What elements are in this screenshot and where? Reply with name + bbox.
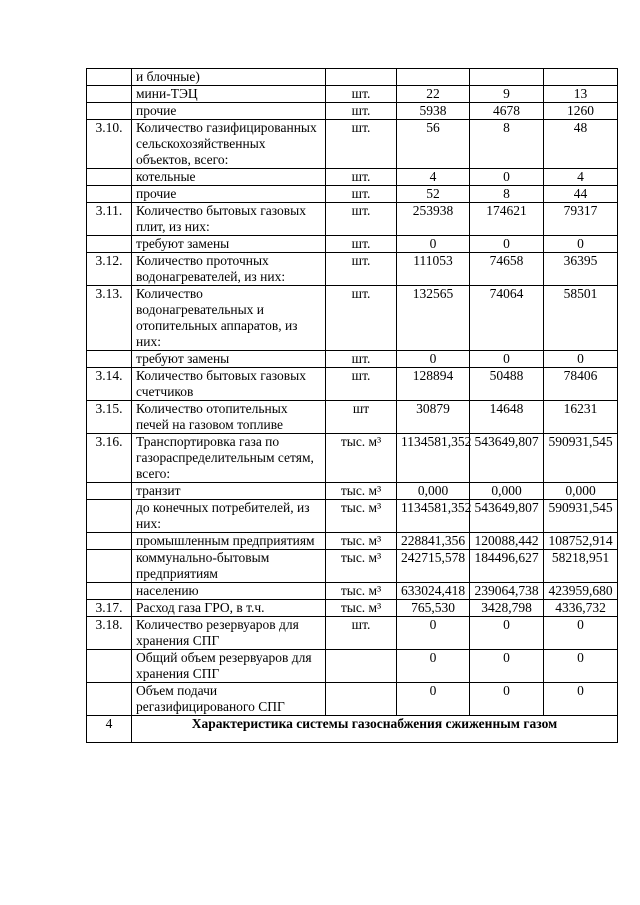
row-name: требуют замены bbox=[132, 351, 326, 368]
row-unit bbox=[326, 683, 397, 716]
value-2: 0 bbox=[470, 169, 544, 186]
row-unit bbox=[326, 650, 397, 683]
value-total: 765,530 bbox=[397, 600, 470, 617]
row-unit: шт. bbox=[326, 368, 397, 401]
table-row bbox=[87, 86, 618, 103]
row-unit bbox=[326, 69, 397, 86]
row-unit: тыс. м³ bbox=[326, 533, 397, 550]
value-2: 0 bbox=[470, 650, 544, 683]
row-name: Количество отопительных печей на газовом топливе bbox=[132, 401, 326, 434]
value-2: 0 bbox=[470, 683, 544, 716]
value-total: 253938 bbox=[397, 203, 470, 236]
row-name: Количество бытовых газовых счетчиков bbox=[132, 368, 326, 401]
row-unit: шт. bbox=[326, 236, 397, 253]
row-number: 3.11. bbox=[87, 203, 132, 236]
table-row bbox=[87, 683, 618, 716]
row-unit: шт. bbox=[326, 351, 397, 368]
row-name: коммунально-бытовым предприятиям bbox=[132, 550, 326, 583]
row-number bbox=[87, 169, 132, 186]
row-name: мини-ТЭЦ bbox=[132, 86, 326, 103]
value-2: 74658 bbox=[470, 253, 544, 286]
section-row bbox=[87, 716, 618, 743]
value-3: 44 bbox=[544, 186, 618, 203]
value-2 bbox=[470, 69, 544, 86]
table-row bbox=[87, 650, 618, 683]
row-number bbox=[87, 583, 132, 600]
value-total: 52 bbox=[397, 186, 470, 203]
row-unit: тыс. м³ bbox=[326, 583, 397, 600]
row-unit: тыс. м³ bbox=[326, 550, 397, 583]
value-3: 423959,680 bbox=[544, 583, 618, 600]
table-row bbox=[87, 401, 618, 434]
row-number: 3.15. bbox=[87, 401, 132, 434]
row-name: котельные bbox=[132, 169, 326, 186]
row-unit: шт. bbox=[326, 253, 397, 286]
value-2: 74064 bbox=[470, 286, 544, 351]
row-unit: тыс. м³ bbox=[326, 483, 397, 500]
table-row bbox=[87, 583, 618, 600]
row-name: Количество газифицированных сельскохозяйственных объектов, всего: bbox=[132, 120, 326, 169]
table-row bbox=[87, 533, 618, 550]
value-3: 13 bbox=[544, 86, 618, 103]
row-name: Количество проточных водонагревателей, из них: bbox=[132, 253, 326, 286]
value-2: 543649,807 bbox=[470, 500, 544, 533]
row-name: промышленным предприятиям bbox=[132, 533, 326, 550]
row-number bbox=[87, 86, 132, 103]
table-row bbox=[87, 236, 618, 253]
table-row bbox=[87, 351, 618, 368]
value-total: 22 bbox=[397, 86, 470, 103]
row-number bbox=[87, 550, 132, 583]
row-number: 3.13. bbox=[87, 286, 132, 351]
row-unit: шт. bbox=[326, 286, 397, 351]
value-2: 543649,807 bbox=[470, 434, 544, 483]
row-unit: шт. bbox=[326, 203, 397, 236]
value-3: 78406 bbox=[544, 368, 618, 401]
value-total: 0 bbox=[397, 683, 470, 716]
value-total: 30879 bbox=[397, 401, 470, 434]
value-2: 4678 bbox=[470, 103, 544, 120]
value-total: 0 bbox=[397, 236, 470, 253]
value-3: 0 bbox=[544, 236, 618, 253]
value-2: 239064,738 bbox=[470, 583, 544, 600]
row-number: 3.14. bbox=[87, 368, 132, 401]
value-total bbox=[397, 69, 470, 86]
value-2: 184496,627 bbox=[470, 550, 544, 583]
row-unit: тыс. м³ bbox=[326, 600, 397, 617]
value-2: 120088,442 bbox=[470, 533, 544, 550]
value-3: 0 bbox=[544, 351, 618, 368]
row-name: Расход газа ГРО, в т.ч. bbox=[132, 600, 326, 617]
gas-statistics-table bbox=[86, 68, 618, 743]
row-name: прочие bbox=[132, 103, 326, 120]
table-row bbox=[87, 368, 618, 401]
value-2: 0 bbox=[470, 236, 544, 253]
value-3: 0 bbox=[544, 683, 618, 716]
row-name: Количество водонагревательных и отопительных аппаратов, из них: bbox=[132, 286, 326, 351]
row-number bbox=[87, 103, 132, 120]
row-number bbox=[87, 69, 132, 86]
row-number bbox=[87, 483, 132, 500]
row-number bbox=[87, 650, 132, 683]
table-row bbox=[87, 500, 618, 533]
value-total: 1134581,352 bbox=[397, 500, 470, 533]
value-3: 108752,914 bbox=[544, 533, 618, 550]
value-2: 8 bbox=[470, 186, 544, 203]
row-unit: шт. bbox=[326, 120, 397, 169]
table-row bbox=[87, 483, 618, 500]
value-3 bbox=[544, 69, 618, 86]
table-row bbox=[87, 103, 618, 120]
table-row bbox=[87, 69, 618, 86]
table-row bbox=[87, 203, 618, 236]
row-name: до конечных потребителей, из них: bbox=[132, 500, 326, 533]
row-name: населению bbox=[132, 583, 326, 600]
row-name: Количество резервуаров для хранения СПГ bbox=[132, 617, 326, 650]
value-total: 0,000 bbox=[397, 483, 470, 500]
row-unit: шт bbox=[326, 401, 397, 434]
value-3: 16231 bbox=[544, 401, 618, 434]
value-total: 1134581,352 bbox=[397, 434, 470, 483]
value-3: 48 bbox=[544, 120, 618, 169]
value-total: 242715,578 bbox=[397, 550, 470, 583]
row-unit: тыс. м³ bbox=[326, 434, 397, 483]
row-number bbox=[87, 186, 132, 203]
value-2: 3428,798 bbox=[470, 600, 544, 617]
table-row bbox=[87, 550, 618, 583]
row-unit: шт. bbox=[326, 169, 397, 186]
value-total: 56 bbox=[397, 120, 470, 169]
table-row bbox=[87, 286, 618, 351]
value-3: 58501 bbox=[544, 286, 618, 351]
row-name: транзит bbox=[132, 483, 326, 500]
value-2: 0 bbox=[470, 617, 544, 650]
row-number: 3.17. bbox=[87, 600, 132, 617]
row-unit: шт. bbox=[326, 186, 397, 203]
value-2: 9 bbox=[470, 86, 544, 103]
row-name: Количество бытовых газовых плит, из них: bbox=[132, 203, 326, 236]
value-3: 79317 bbox=[544, 203, 618, 236]
value-3: 0,000 bbox=[544, 483, 618, 500]
value-3: 590931,545 bbox=[544, 500, 618, 533]
value-2: 0 bbox=[470, 351, 544, 368]
value-total: 132565 bbox=[397, 286, 470, 351]
table-row bbox=[87, 600, 618, 617]
section-number: 4 bbox=[87, 716, 132, 743]
table-row bbox=[87, 120, 618, 169]
row-number bbox=[87, 683, 132, 716]
value-total: 5938 bbox=[397, 103, 470, 120]
row-name: Объем подачи регазифицированого СПГ bbox=[132, 683, 326, 716]
row-number bbox=[87, 533, 132, 550]
value-2: 50488 bbox=[470, 368, 544, 401]
row-number bbox=[87, 351, 132, 368]
value-3: 590931,545 bbox=[544, 434, 618, 483]
table-row bbox=[87, 617, 618, 650]
row-number: 3.12. bbox=[87, 253, 132, 286]
value-2: 8 bbox=[470, 120, 544, 169]
value-2: 14648 bbox=[470, 401, 544, 434]
value-total: 4 bbox=[397, 169, 470, 186]
row-number bbox=[87, 236, 132, 253]
value-2: 0,000 bbox=[470, 483, 544, 500]
row-name: и блочные) bbox=[132, 69, 326, 86]
value-3: 0 bbox=[544, 617, 618, 650]
value-total: 111053 bbox=[397, 253, 470, 286]
value-3: 58218,951 bbox=[544, 550, 618, 583]
value-2: 174621 bbox=[470, 203, 544, 236]
table-row bbox=[87, 253, 618, 286]
row-unit: шт. bbox=[326, 86, 397, 103]
value-3: 4336,732 bbox=[544, 600, 618, 617]
row-unit: шт. bbox=[326, 617, 397, 650]
value-3: 1260 bbox=[544, 103, 618, 120]
section-title: Характеристика системы газоснабжения сжиженным газом bbox=[132, 716, 618, 743]
value-total: 0 bbox=[397, 650, 470, 683]
value-3: 4 bbox=[544, 169, 618, 186]
row-name: Транспортировка газа по газораспределительным сетям, всего: bbox=[132, 434, 326, 483]
table-row bbox=[87, 169, 618, 186]
value-total: 228841,356 bbox=[397, 533, 470, 550]
row-unit: шт. bbox=[326, 103, 397, 120]
row-number: 3.18. bbox=[87, 617, 132, 650]
value-total: 128894 bbox=[397, 368, 470, 401]
row-unit: тыс. м³ bbox=[326, 500, 397, 533]
row-name: прочие bbox=[132, 186, 326, 203]
value-total: 0 bbox=[397, 617, 470, 650]
row-number bbox=[87, 500, 132, 533]
row-number: 3.10. bbox=[87, 120, 132, 169]
value-total: 0 bbox=[397, 351, 470, 368]
row-number: 3.16. bbox=[87, 434, 132, 483]
row-name: требуют замены bbox=[132, 236, 326, 253]
value-3: 36395 bbox=[544, 253, 618, 286]
table-row bbox=[87, 186, 618, 203]
row-name: Общий объем резервуаров для хранения СПГ bbox=[132, 650, 326, 683]
value-3: 0 bbox=[544, 650, 618, 683]
table-row bbox=[87, 434, 618, 483]
value-total: 633024,418 bbox=[397, 583, 470, 600]
